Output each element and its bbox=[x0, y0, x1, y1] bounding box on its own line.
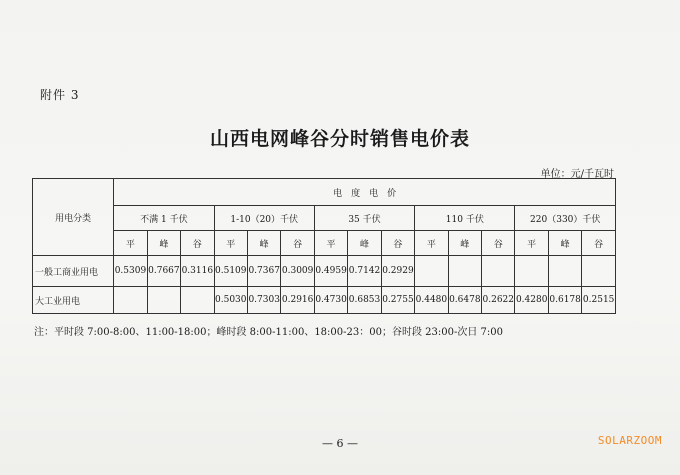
price-cell bbox=[582, 256, 616, 287]
voltage-level-header: 110 千伏 bbox=[415, 206, 515, 231]
price-cell: 0.2929 bbox=[381, 256, 414, 287]
price-cell bbox=[482, 256, 515, 287]
period-header: 谷 bbox=[582, 231, 616, 256]
voltage-level-header: 1-10（20）千伏 bbox=[214, 206, 314, 231]
voltage-level-header: 220（330）千伏 bbox=[515, 206, 616, 231]
price-cell: 0.7142 bbox=[348, 256, 381, 287]
period-header: 平 bbox=[515, 231, 548, 256]
document-title: 山西电网峰谷分时销售电价表 bbox=[209, 128, 470, 150]
period-header: 谷 bbox=[482, 231, 515, 256]
price-cell: 0.5030 bbox=[214, 287, 247, 314]
price-cell: 0.2755 bbox=[381, 287, 414, 314]
period-header: 谷 bbox=[381, 231, 414, 256]
price-cell: 0.7667 bbox=[147, 256, 180, 287]
price-cell: 0.5309 bbox=[114, 256, 147, 287]
period-header: 平 bbox=[415, 231, 448, 256]
price-cell: 0.5109 bbox=[214, 256, 247, 287]
period-header: 谷 bbox=[281, 231, 314, 256]
price-cell bbox=[114, 287, 147, 314]
price-cell: 0.6853 bbox=[348, 287, 381, 314]
price-header: 电 度 电 价 bbox=[114, 179, 616, 206]
price-cell bbox=[181, 287, 214, 314]
period-header: 平 bbox=[314, 231, 347, 256]
price-cell: 0.2515 bbox=[582, 287, 616, 314]
price-cell: 0.4730 bbox=[314, 287, 347, 314]
price-cell: 0.2916 bbox=[281, 287, 314, 314]
price-cell bbox=[515, 256, 548, 287]
period-header: 谷 bbox=[181, 231, 214, 256]
time-period-note: 注：平时段 7:00-8:00、11:00-18:00；峰时段 8:00-11:00、18:00-23：00；谷时段 23:00-次日 7:00 bbox=[34, 327, 503, 338]
price-cell: 0.7303 bbox=[247, 287, 280, 314]
voltage-level-header: 35 千伏 bbox=[314, 206, 414, 231]
price-cell: 0.6478 bbox=[448, 287, 481, 314]
price-table bbox=[32, 178, 616, 314]
price-cell: 0.7367 bbox=[247, 256, 280, 287]
price-cell: 0.3116 bbox=[181, 256, 214, 287]
row-category-label: 一般工商业用电 bbox=[33, 256, 114, 287]
period-header: 峰 bbox=[348, 231, 381, 256]
period-header: 峰 bbox=[147, 231, 180, 256]
price-cell bbox=[448, 256, 481, 287]
unit-label: 单位：元/千瓦时 bbox=[540, 169, 614, 180]
price-cell: 0.2622 bbox=[482, 287, 515, 314]
attachment-label: 附件 3 bbox=[40, 88, 80, 102]
price-cell bbox=[415, 256, 448, 287]
price-cell: 0.4280 bbox=[515, 287, 548, 314]
period-header: 平 bbox=[214, 231, 247, 256]
price-cell: 0.4480 bbox=[415, 287, 448, 314]
page-number: — 6 — bbox=[322, 437, 358, 450]
row-category-label: 大工业用电 bbox=[33, 287, 114, 314]
price-cell bbox=[548, 256, 581, 287]
period-header: 峰 bbox=[448, 231, 481, 256]
solarzoom-watermark: SOLARZOOM bbox=[597, 434, 662, 447]
voltage-level-header: 不满 1 千伏 bbox=[114, 206, 214, 231]
price-cell: 0.4959 bbox=[314, 256, 347, 287]
period-header: 峰 bbox=[247, 231, 280, 256]
period-header: 平 bbox=[114, 231, 147, 256]
category-header: 用电分类 bbox=[33, 179, 114, 256]
price-cell: 0.3009 bbox=[281, 256, 314, 287]
price-cell: 0.6178 bbox=[548, 287, 581, 314]
period-header: 峰 bbox=[548, 231, 581, 256]
price-cell bbox=[147, 287, 180, 314]
